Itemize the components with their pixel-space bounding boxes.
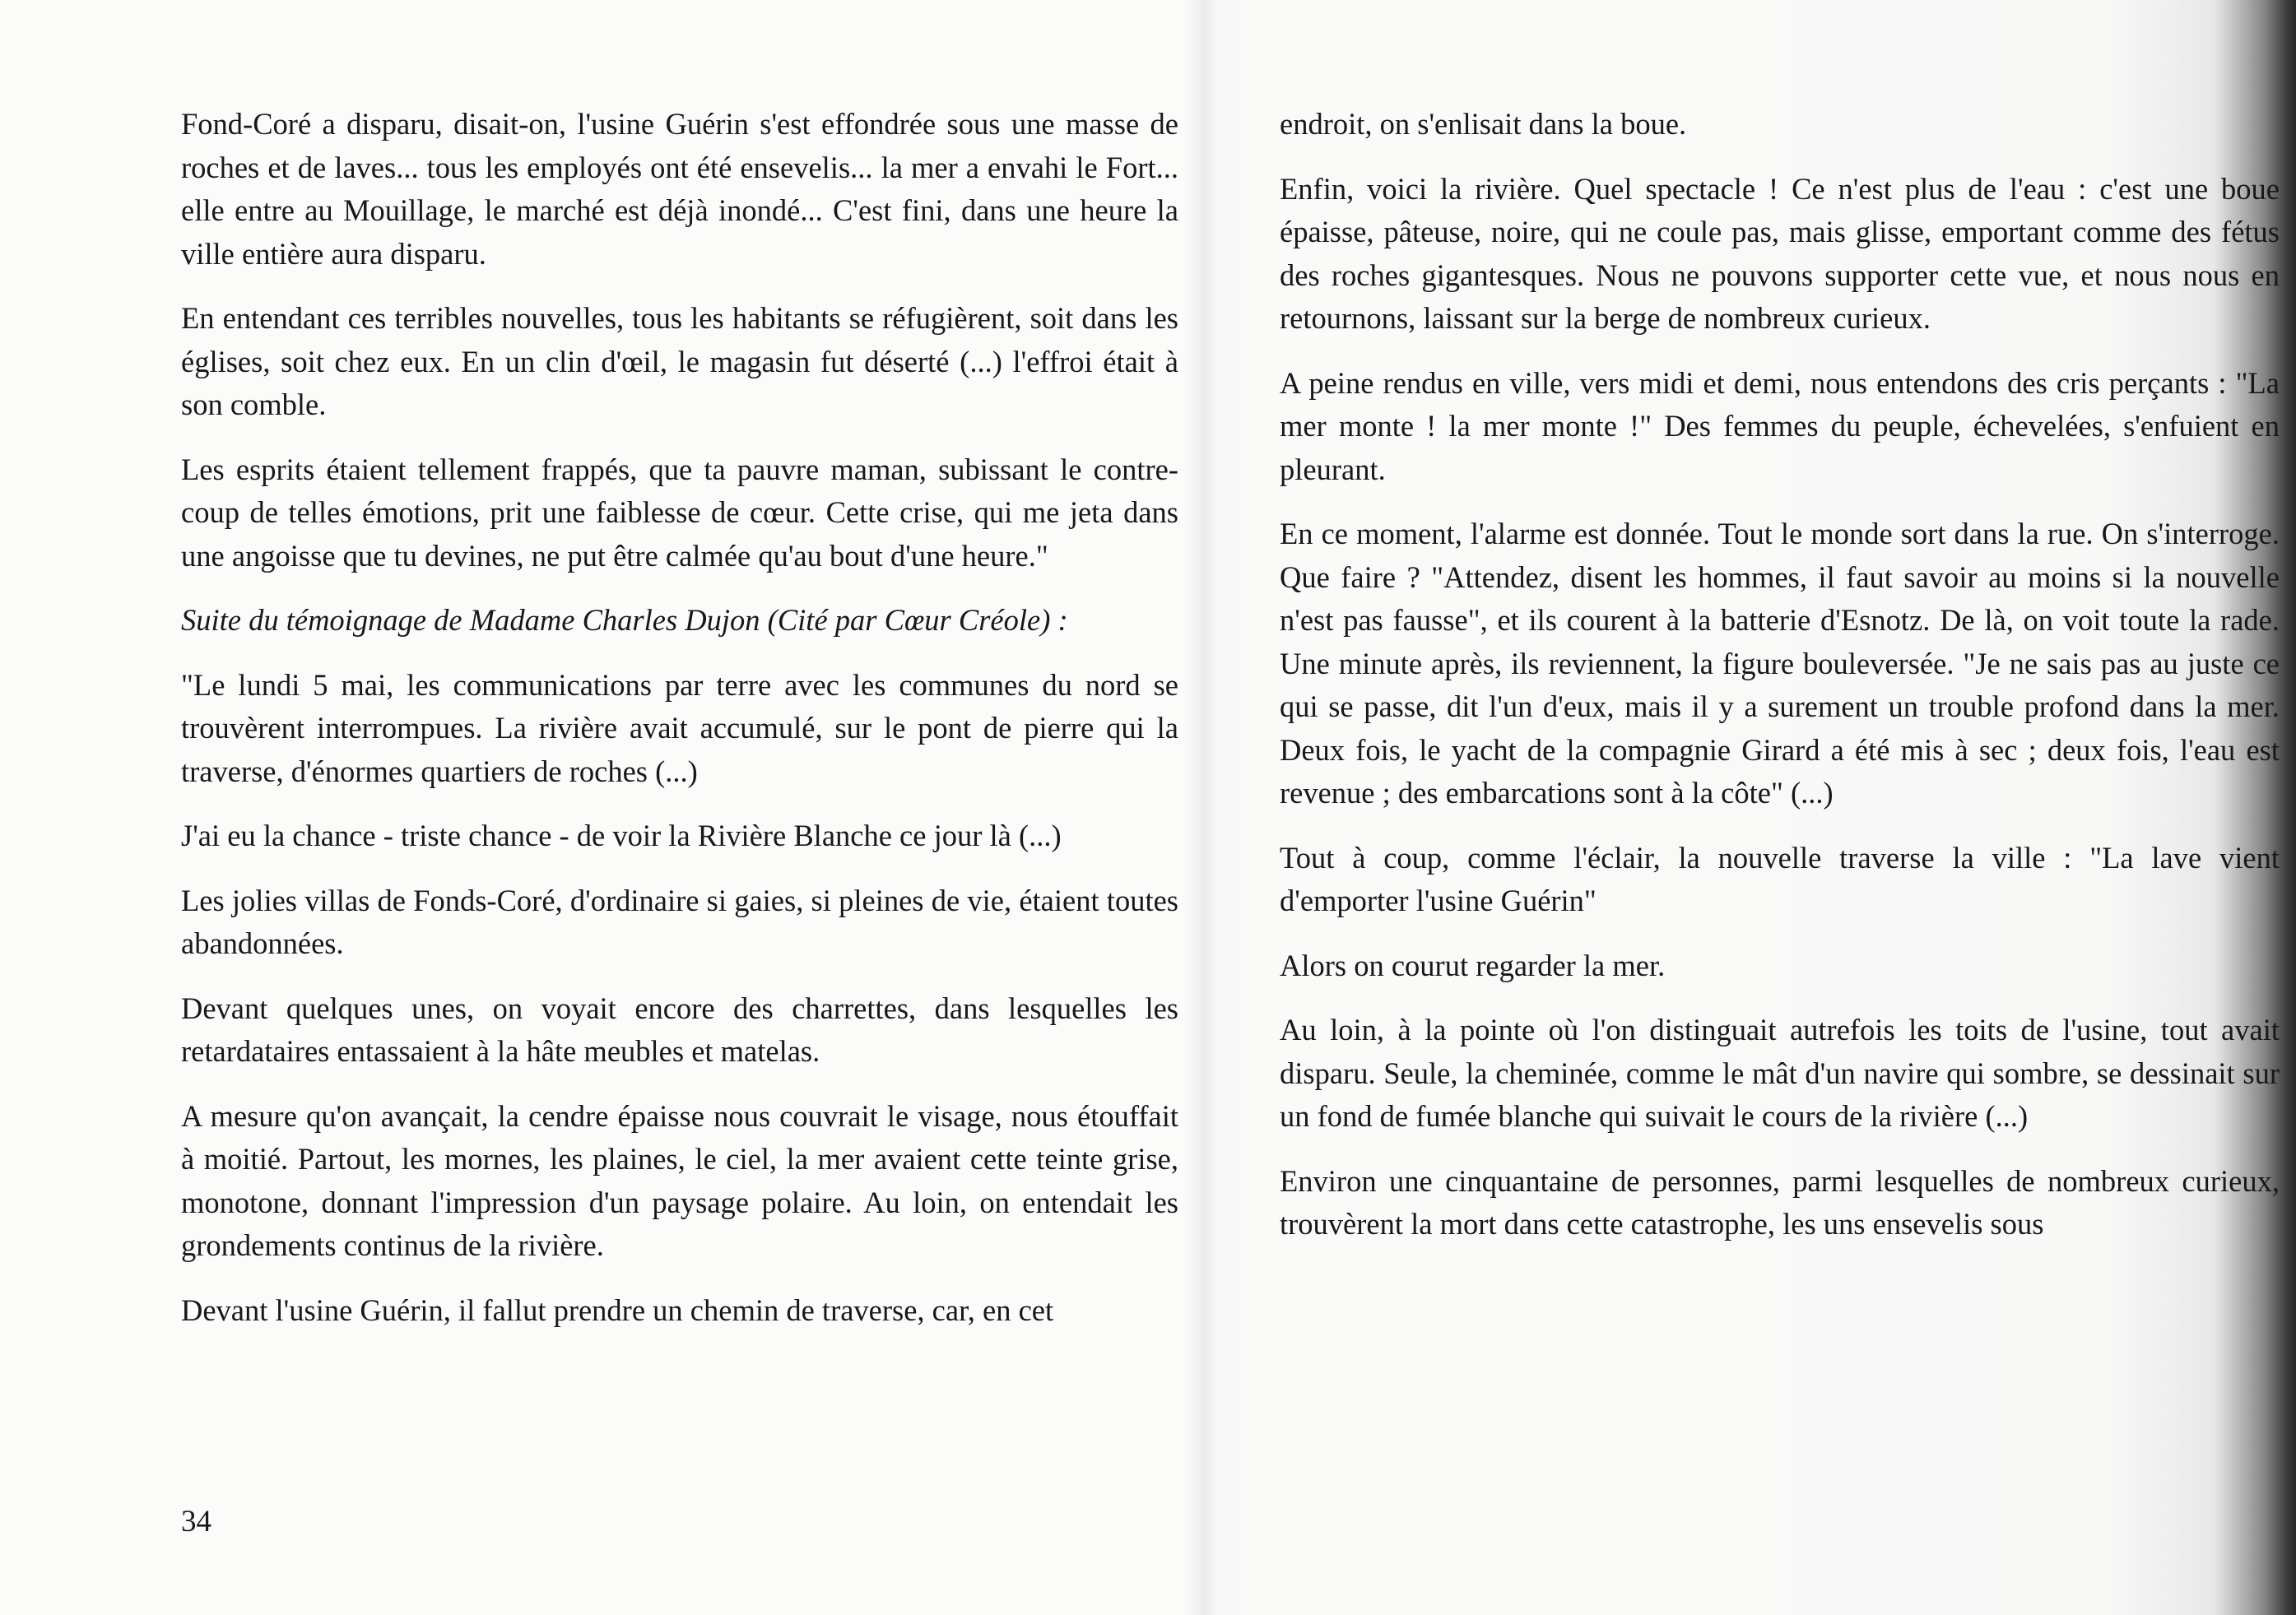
right-text-column	[1280, 103, 2280, 1268]
paragraph: Alors on courut regarder la mer.	[1280, 948, 1666, 982]
paragraph: Devant l'usine Guérin, il fallut prendre un chemin de traverse, car, en cet	[181, 1292, 1054, 1327]
book-gutter	[1185, 0, 1218, 1615]
paragraph: "Le lundi 5 mai, les communications par terre avec les communes du nord se trouvèrent interrompues. La rivière avait accumulé, sur le pont de pierre qui la traverse, d'énormes quartiers de roches (...)	[181, 667, 1178, 788]
paragraph: A mesure qu'on avançait, la cendre épaisse nous couvrait le visage, nous étouffait à moitié. Partout, les mornes, les plaines, le ciel, la mer avaient cette teinte grise, monotone, donnant l'impression d'un paysage polaire. Au loin, on entendait les grondements continus de la rivière.	[181, 1098, 1178, 1262]
paragraph: Les esprits étaient tellement frappés, que ta pauvre maman, subissant le contre-coup de telles émotions, prit une faiblesse de cœur. Cette crise, qui me jeta dans une angoisse que tu devines, ne put être calmée qu'au bout d'une heure."	[181, 452, 1178, 573]
paragraph: endroit, on s'enlisait dans la boue.	[1280, 107, 1687, 141]
testimony-heading: Suite du témoignage de Madame Charles Dujon (Cité par Cœur Créole) :	[181, 603, 1068, 637]
paragraph: Devant quelques unes, on voyait encore des charrettes, dans lesquelles les retardataires entassaient à la hâte meubles et matelas.	[181, 991, 1178, 1068]
paragraph: En entendant ces terribles nouvelles, tous les habitants se réfugièrent, soit dans les églises, soit chez eux. En un clin d'œil, le magasin fut déserté (...) l'effroi était à son comble.	[181, 301, 1178, 421]
paragraph: A peine rendus en ville, vers midi et demi, nous entendons des cris perçants : "La mer monte ! la mer monte !" Des femmes du peuple, échevelées, s'enfuient en pleurant.	[1280, 365, 2280, 486]
paragraph: J'ai eu la chance - triste chance - de voir la Rivière Blanche ce jour là (...)	[181, 819, 1062, 852]
paragraph: Les jolies villas de Fonds-Coré, d'ordinaire si gaies, si pleines de vie, étaient toutes abandonnées.	[181, 883, 1178, 960]
paragraph: Fond-Coré a disparu, disait-on, l'usine Guérin s'est effondrée sous une masse de roches et de laves... tous les employés ont été ensevelis... la mer a envahi le Fort... elle entre au Mouillage, le marché est déjà inondé... C'est fini, dans une heure la ville entière aura disparu.	[181, 107, 1178, 271]
paragraph: Environ une cinquantaine de personnes, parmi lesquelles de nombreux curieux, trouvèrent la mort dans cette catastrophe, les uns ensevelis sous	[1280, 1163, 2280, 1241]
page-number: 34	[181, 1505, 211, 1538]
paragraph: En ce moment, l'alarme est donnée. Tout le monde sort dans la rue. On s'interroge. Que faire ? "Attendez, disent les hommes, il faut savoir au moins si la nouvelle n'est pas fausse", et ils courent à la batterie d'Esnotz. De là, on voit toute la rade. Une minute après, ils reviennent, la figure bouleversée. "Je ne sais pas au juste ce qui se passe, dit l'un d'eux, mais il y a surement un trouble profond dans la mer. Deux fois, le yacht de la compagnie Girard a été mis à sec ; deux fois, l'eau est revenue ; des embarcations sont à la côte" (...)	[1280, 517, 2280, 810]
left-text-column	[181, 103, 1178, 1353]
paragraph: Tout à coup, comme l'éclair, la nouvelle traverse la ville : "La lave vient d'emporter l'usine Guérin"	[1280, 840, 2280, 917]
paragraph: Au loin, à la pointe où l'on distinguait autrefois les toits de l'usine, tout avait disparu. Seule, la cheminée, comme le mât d'un navire qui sombre, se dessinait sur un fond de fumée blanche qui suivait le cours de la rivière (...)	[1280, 1013, 2280, 1133]
paragraph: Enfin, voici la rivière. Quel spectacle ! Ce n'est plus de l'eau : c'est une boue épaisse, pâteuse, noire, qui ne coule pas, mais glisse, emportant comme des fétus des roches gigantesques. Nous ne pouvons supporter cette vue, et nous nous en retournons, laissant sur la berge de nombreux curieux.	[1280, 171, 2280, 335]
